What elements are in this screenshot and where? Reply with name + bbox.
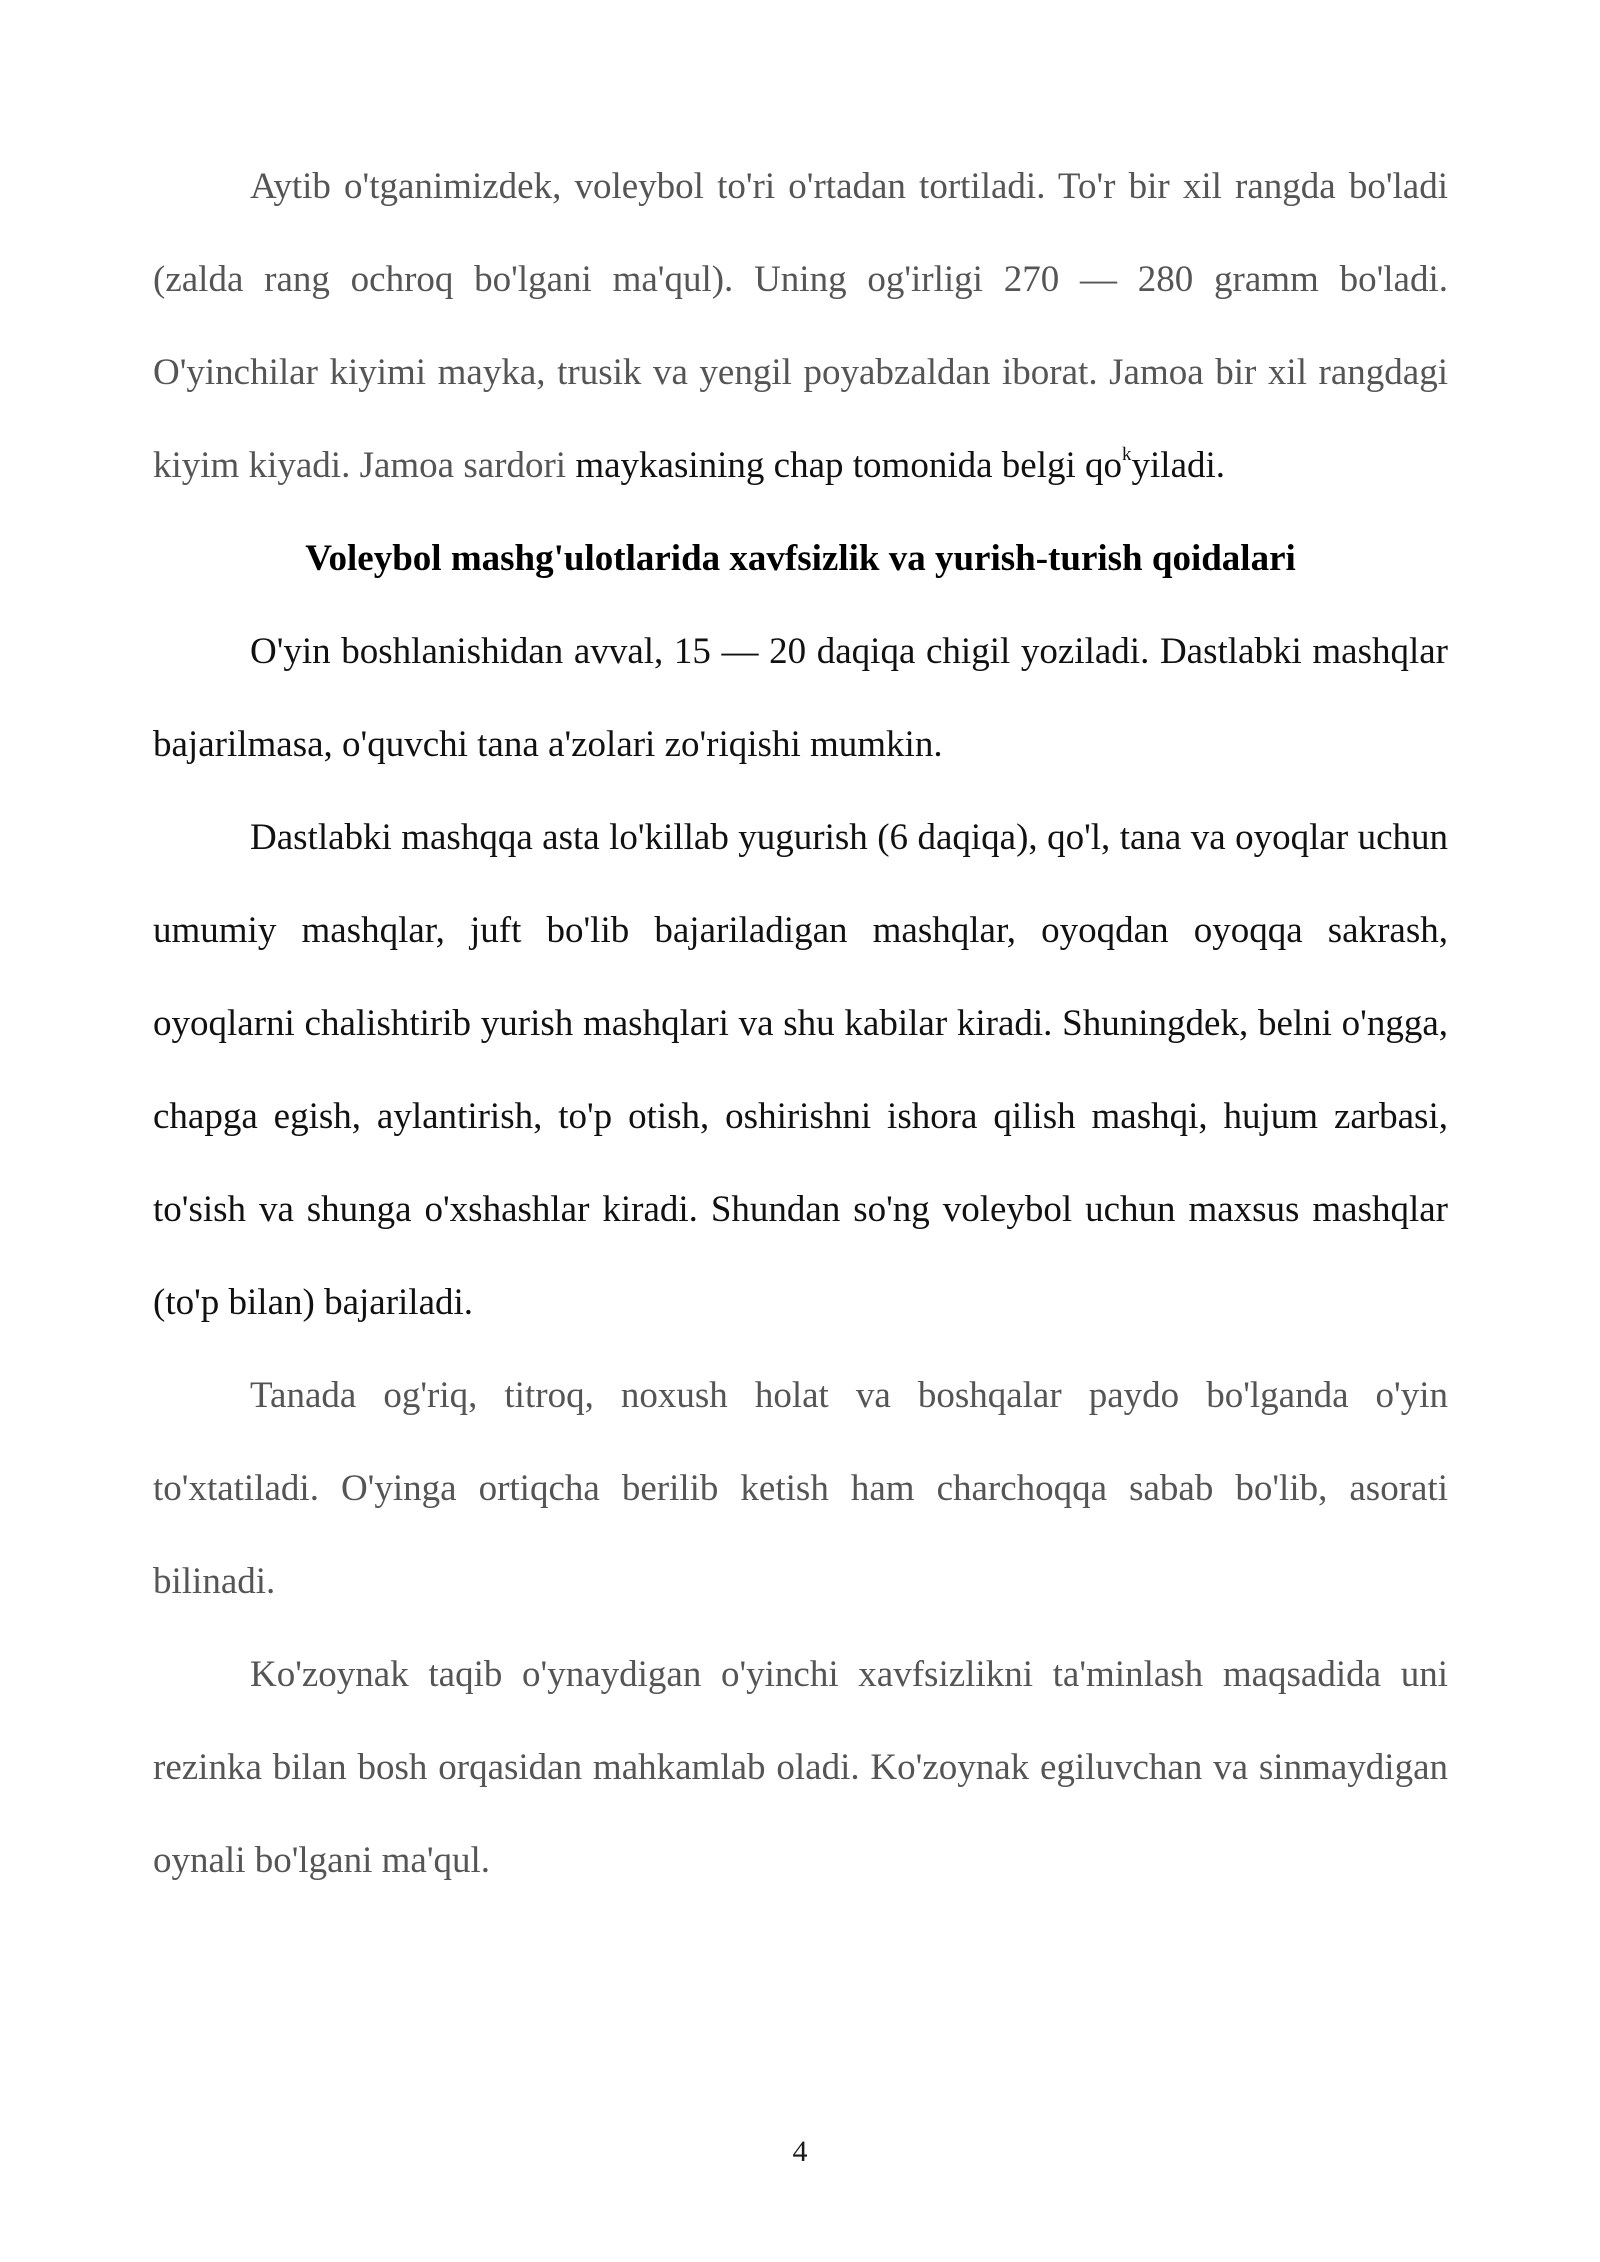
paragraph-net-and-uniform	[153, 140, 1448, 512]
page-number: 4	[792, 2135, 808, 2168]
paragraph-warmup: O'yin boshlanishidan avval, 15 — 20 daqiqa chigil yoziladi. Dastlabki mashqlar bajarilmasa, o'quvchi tana a'zolari zo'riqishi mumkin.	[153, 631, 1448, 765]
document-body	[153, 140, 1448, 1907]
paragraph-text: Aytib o'tganimizdek, voleybol to'ri o'rtadan tortiladi. To'r bir xil rangda bo'ladi (zalda rang ochroq bo'lgani ma'qul). Uning og'irligi 270 — 280 gramm bo'ladi. O'yinchilar kiyimi mayka, trusik va yengil poyabzaldan iborat. Jamoa bir xil rangdagi kiyim kiyadi. Jamoa sardori	[153, 166, 1448, 486]
superscript-letter: k	[1122, 443, 1132, 465]
paragraph-glasses: Ko'zoynak taqib o'ynaydigan o'yinchi xavfsizlikni ta'minlash maqsadida uni rezinka bilan bosh orqasidan mahkamlab oladi. Ko'zoynak egiluvchan va sinmaydigan oynali bo'lgani ma'qul.	[153, 1654, 1448, 1881]
section-heading: Voleybol mashg'ulotlarida xavfsizlik va yurish-turish qoidalari	[305, 538, 1296, 579]
paragraph-text-dark	[575, 445, 1225, 486]
paragraph-exercises: Dastlabki mashqqa asta lo'killab yugurish (6 daqiqa), qo'l, tana va oyoqlar uchun umumiy mashqlar, juft bo'lib bajariladigan mashqlar, oyoqdan oyoqqa sakrash, oyoqlarni chalishtirib yurish mashqlari va shu kabilar kiradi. Shuningdek, belni o'ngga, chapga egish, aylantirish, to'p otish, oshirishni ishora qilish mashqi, hujum zarbasi, to'sish va shunga o'xshashlar kiradi. Shundan so'ng voleybol uchun maxsus mashqlar (to'p bilan) bajariladi.	[153, 817, 1448, 1323]
paragraph-stop-game: Tanada og'riq, titroq, noxush holat va boshqalar paydo bo'lganda o'yin to'xtatiladi. O'yinga ortiqcha berilib ketish ham charchoqqa sabab bo'lib, asorati bilinadi.	[153, 1375, 1448, 1602]
captain-mark-text-end: yiladi.	[1131, 445, 1226, 486]
captain-mark-text: maykasining chap tomonida belgi qo	[575, 445, 1123, 486]
